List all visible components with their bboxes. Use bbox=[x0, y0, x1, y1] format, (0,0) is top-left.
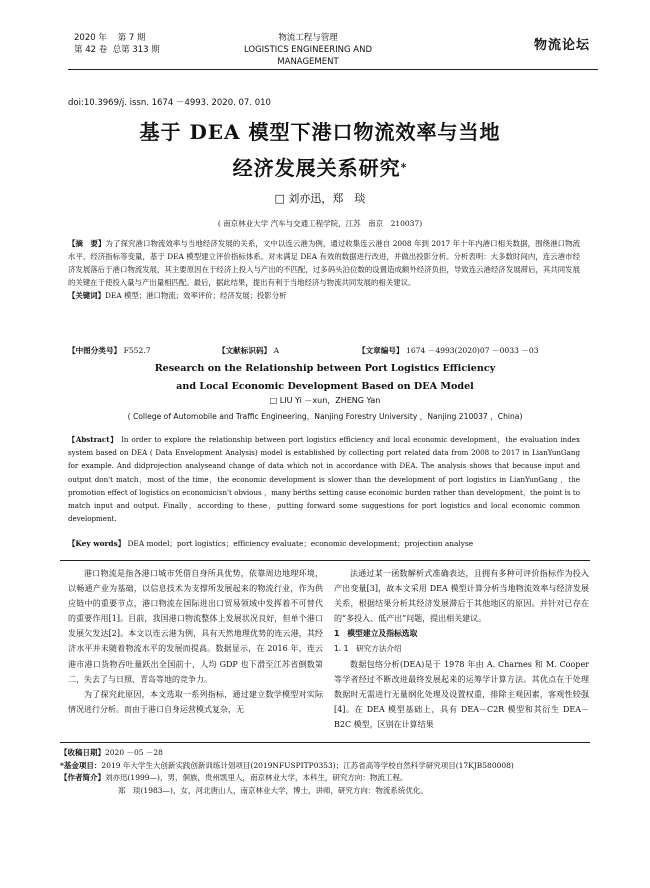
article-metadata bbox=[68, 345, 580, 356]
affiliation: ( 南京林业大学 汽车与交通工程学院，江苏 南京 210037) bbox=[217, 219, 423, 228]
article-title-en bbox=[60, 360, 590, 396]
doc-code: A bbox=[273, 346, 280, 355]
journal-name-en: LOGISTICS ENGINEERING AND MANAGEMENT bbox=[243, 45, 373, 67]
classification-label: 【中图分类号】 bbox=[68, 346, 122, 355]
body-paragraph: 为了探究此原因，本文选取一系列指标，通过建立数学模型对实际情况进行分析。而由于港口自身运营模式复杂，无 bbox=[68, 689, 323, 714]
running-header bbox=[68, 30, 598, 70]
article-no-label: 【文章编号】 bbox=[358, 346, 404, 355]
title-line-2: 经济发展关系研究 bbox=[232, 156, 401, 180]
affiliation-en: ( College of Automobile and Traffic Engineering，Nanjing Forestry University ，Nanjing 210037 ，China) bbox=[127, 412, 523, 421]
issue-info bbox=[74, 32, 160, 56]
title-en-line-2: and Local Economic Development Based on DEA Model bbox=[176, 381, 474, 392]
body-paragraph: 法通过某一函数解析式准确表达，且拥有多种可评价指标作为投入产出变量[3]，故本文采用 DEA 模型计算分析当地物流效率与经济发展关系，根据结果分析其经济发展滞后于其他地区的原因。并针对已存在的“多投入、低产出”问题，提出相关建议。 bbox=[334, 569, 589, 624]
footnotes bbox=[60, 742, 590, 797]
keywords-en-label: 【Key words】 bbox=[68, 539, 126, 548]
year: 2020 年 bbox=[74, 33, 107, 43]
abstract-cn bbox=[68, 237, 580, 302]
abstract-en-text: In order to explore the relationship between port logistics efficiency and local economic development，the evaluation index system based on DEA ( Data Envelopment Analysis) model is established by collecting port related data from 2008 to 2017 in LianYunGang for example. And didprojection analyseand change of data which not in accordance with DEA. The analysis shows that because input and output don't match，most of the time，the economic development is slower than the development of port logistics in LianYunGang ，the promotion effect of logistics on economicisn't obvious ，many berths setting cause economic burden rather than development，the point is to match input and output. Finally，according to these，putting forward some suggestions for port logistics and local economic common development. bbox=[68, 435, 580, 524]
article-no: 1674 －4993(2020)07 －0033 －03 bbox=[405, 346, 539, 355]
issue: 第 7 期 bbox=[117, 33, 146, 43]
article-title bbox=[60, 114, 580, 186]
subsection-heading: 1. 1 研究方法介绍 bbox=[334, 644, 402, 654]
fund-label: *基金项目： bbox=[60, 760, 102, 770]
fund-text: 2019 年大学生大创新实践创新训练计划项目(2019NFUSPITP0353)；江苏省高等学校自然科学研究项目(17KJB580008) bbox=[101, 760, 514, 770]
authors-en: □ LIU Yi －xun，ZHENG Yan bbox=[269, 396, 381, 405]
author-bio-2: 郑 琰(1983—)，女，河北唐山人，南京林业大学，博士，讲师，研究方向：物流系统优化。 bbox=[118, 785, 428, 795]
body-paragraph: 港口物流是指各港口城市凭借自身所具优势，依靠周边地理环境，以畅通产业为基础，以信息技术为支撑所发展起来的物流行业，作为供应链中的重要节点，港口物流在国际进出口贸易领域中发挥着不可替代的重要作用[1]。目前，我国港口物流整体上发展状况良好，但单个港口发展欠发达[2]。本文以连云港为例，具有天然地理优势的连云港，其经济水平并未随着物流水平的发展而提高。数据显示，在 2016 年，连云港市港口货物吞吐量跃出全国前十，人均 GDP 也下滑至江苏省倒数第二，失去了与日照、青岛等地的竞争力。 bbox=[68, 569, 323, 684]
keywords-cn: DEA 模型；港口物流；效率评价；经济发展；投影分析 bbox=[104, 291, 287, 300]
classification-code: F552.7 bbox=[123, 346, 151, 355]
keywords-cn-label: 【关键词】 bbox=[68, 291, 105, 300]
title-line-1: 基于 DEA 模型下港口物流效率与当地 bbox=[139, 120, 501, 144]
abstract-cn-text: 为了探究港口物流效率与当地经济发展的关系，文中以连云港为例，通过收集连云港自 2008 年到 2017 年十年内港口相关数据，围绕港口物流水平、经济指标等变量，基于 DEA 模型建立评价指标体系。对未满足 DEA 有效的数据进行改进，并做出投影分析。分析表明：大多数时间内，连云港市经济发展落后于港口物流发展，其主要原因在于经济上投入与产出的不匹配，过多码头泊位数的设置造成额外经济负担，导致连云港经济发展滞后，其共同发展的关键在于使投入量与产出量相匹配。最后，据此结果，提出有利于当地经济与物流共同发展的相关建议。 bbox=[68, 239, 580, 287]
doi: doi:10.3969/j. issn. 1674 －4993. 2020. 07. 010 bbox=[68, 98, 271, 108]
authors: □ 刘亦迅，郑 琰 bbox=[274, 192, 366, 205]
section-label: 物流论坛 bbox=[533, 38, 590, 53]
journal-name-cn: 物流工程与管理 bbox=[278, 33, 338, 43]
journal-name bbox=[218, 32, 398, 68]
body-column-left bbox=[68, 566, 323, 717]
received-date: 2020 －05 －28 bbox=[105, 748, 163, 757]
received-label: 【收稿日期】 bbox=[60, 748, 105, 757]
title-en-line-1: Research on the Relationship between Port Logistics Efficiency bbox=[154, 363, 496, 374]
body-paragraph: 数据包络分析(DEA)是于 1978 年由 A. Charnes 和 M. Cooper 等学者经过不断改进最终发展起来的运筹学计算方法。其优点在于处理数据时无需进行无量纲化处理及设置权重，排除主观因素，客观性较强[4]。在 DEA 模型基础上，具有 DEA－C2R 模型和其衍生 DEA－B2C 模型，区别在计算结果 bbox=[334, 659, 589, 729]
title-footnote-mark: * bbox=[400, 161, 408, 174]
doc-code-label: 【文献标识码】 bbox=[218, 346, 272, 355]
section-heading: 1 模型建立及指标选取 bbox=[334, 629, 418, 639]
author-bio-label: 【作者简介】 bbox=[60, 773, 105, 783]
abstract-cn-label: 【摘 要】 bbox=[68, 239, 106, 248]
abstract-en-label: 【Abstract】 bbox=[68, 435, 119, 444]
abstract-en bbox=[68, 433, 580, 525]
volume: 第 42 卷 bbox=[74, 45, 108, 55]
keywords-en bbox=[68, 538, 580, 549]
keywords-en-text: DEA model；port logistics；efficiency evaluate；economic development；projection analyse bbox=[127, 539, 474, 548]
body-column-right bbox=[334, 566, 589, 732]
divider bbox=[60, 560, 590, 561]
author-bio-1: 刘亦迅(1999—)，男，侗族，贵州凯里人，南京林业大学，本科生，研究方向：物流工程。 bbox=[105, 773, 408, 783]
total-issue: 总第 313 期 bbox=[112, 45, 160, 55]
